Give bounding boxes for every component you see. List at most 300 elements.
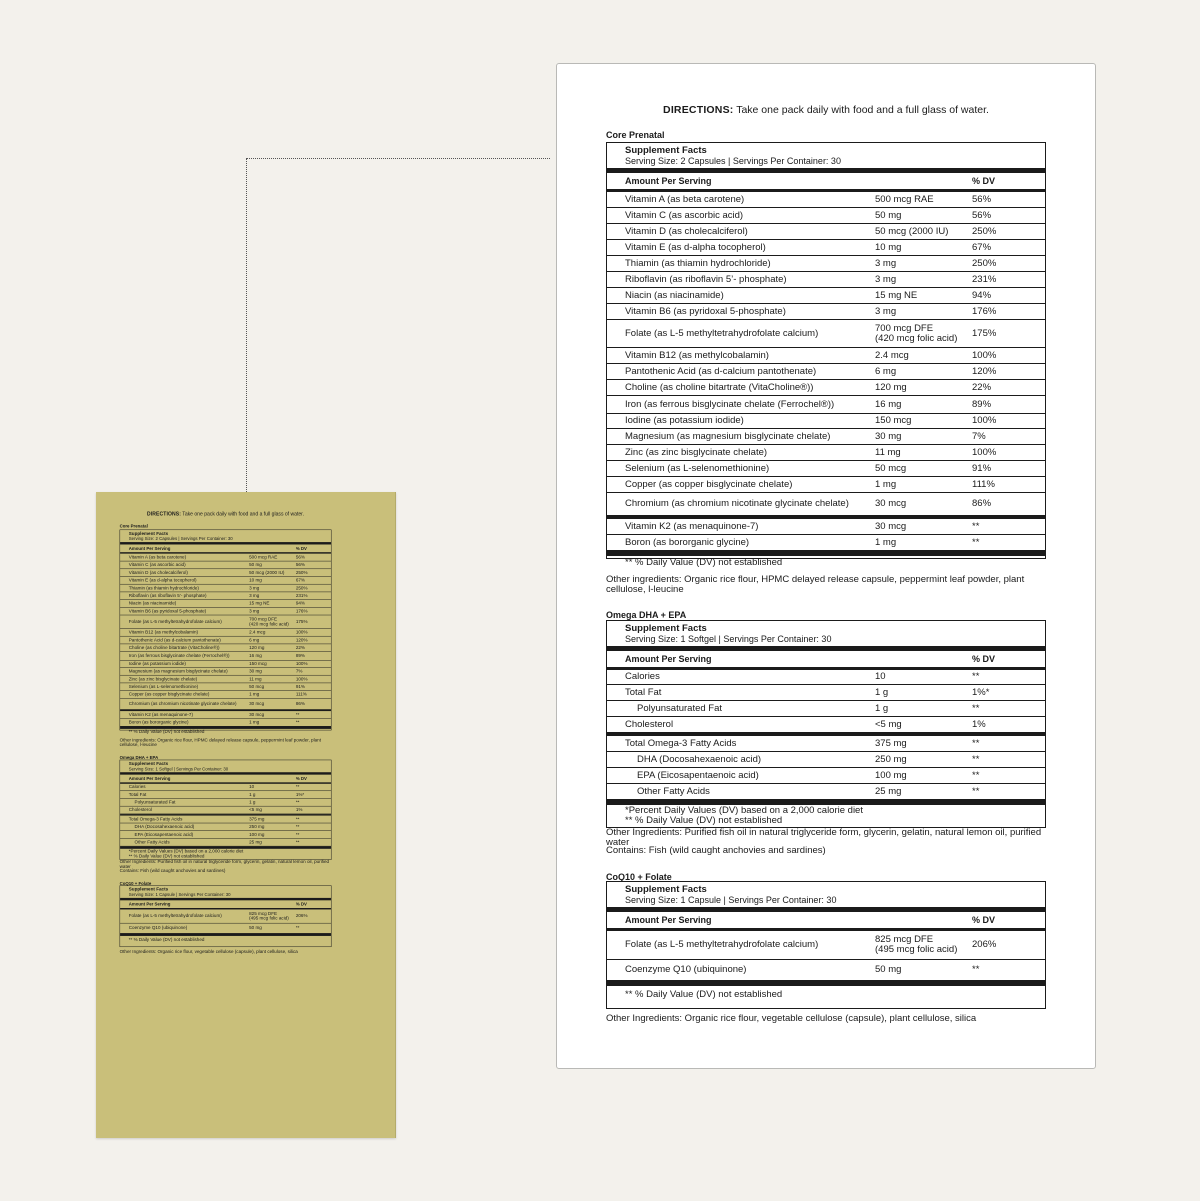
nutrient-name: Coenzyme Q10 (ubiquinone)	[625, 964, 747, 975]
nutrient-name: Copper (as copper bisglycinate chelate)	[128, 691, 210, 697]
nutrient-name: EPA (Eicosapentaenoic acid)	[637, 769, 759, 781]
nutrient-row	[120, 652, 331, 661]
dv-header: % DV	[972, 176, 996, 186]
nutrient-name: Polyunsaturated Fat	[637, 702, 723, 714]
nutrient-amount: 375 mg	[249, 816, 265, 822]
omega-facts-table	[606, 620, 1046, 828]
connector-line-vertical	[246, 158, 247, 492]
nutrient-row	[607, 535, 1045, 551]
core-prenatal-title: Core Prenatal	[606, 130, 665, 140]
nutrient-amount: 3 mg	[249, 608, 260, 614]
nutrient-dv: 175%	[972, 327, 997, 339]
nutrient-dv: **	[295, 711, 300, 718]
nutrient-amount: 250 mg	[875, 753, 907, 765]
omega-facts-table	[120, 760, 332, 860]
amount-header: Amount Per Serving	[625, 654, 712, 664]
dv-header: % DV	[295, 545, 307, 551]
nutrient-dv: 100%	[295, 676, 308, 682]
nutrient-dv: 100%	[972, 415, 997, 426]
nutrient-name: Iodine (as potassium iodide)	[625, 415, 744, 426]
nutrient-name: Copper (as copper bisglycinate chelate)	[625, 478, 793, 490]
nutrient-name: Choline (as choline bitartrate (VitaCholine®))	[625, 381, 814, 393]
nutrient-amount: 3 mg	[875, 273, 897, 285]
nutrient-amount: 1 mg	[249, 719, 260, 725]
nutrient-row	[607, 256, 1045, 272]
nutrient-dv: 89%	[295, 653, 305, 659]
nutrient-name: Iron (as ferrous bisglycinate chelate (Ferrochel®))	[625, 398, 835, 410]
core-prenatal-title: Core Prenatal	[119, 523, 148, 529]
nutrient-amount: 11 mg	[249, 676, 262, 682]
coq10-title: CoQ10 + Folate	[119, 881, 152, 886]
nutrient-amount: 825 mcg DFE (495 mcg folic acid)	[249, 910, 289, 922]
nutrient-row	[120, 799, 331, 807]
nutrient-dv: 1%	[295, 807, 303, 813]
footnote: ** % Daily Value (DV) not established	[128, 729, 205, 735]
nutrient-row	[607, 348, 1045, 364]
nutrient-amount: 30 mcg	[249, 711, 265, 718]
nutrient-row	[607, 240, 1045, 256]
nutrient-dv: 67%	[295, 577, 305, 583]
nutrient-name: Vitamin C (as ascorbic acid)	[625, 209, 744, 221]
nutrient-name: Riboflavin (as riboflavin 5’- phosphate)	[625, 273, 787, 285]
nutrient-row	[607, 736, 1045, 752]
coq10-facts-table	[606, 881, 1046, 1009]
nutrient-dv: 100%	[972, 349, 997, 361]
nutrient-amount: 30 mcg	[249, 700, 265, 707]
nutrient-row	[120, 661, 331, 668]
nutrient-dv: **	[972, 671, 980, 682]
nutrient-amount: 3 mg	[875, 305, 897, 317]
facts-header	[607, 621, 1045, 646]
nutrient-amount: 10 mg	[875, 241, 902, 253]
nutrient-dv: 1%*	[972, 686, 990, 698]
nutrient-amount: 1 g	[249, 799, 256, 805]
facts-title: Supplement Facts	[625, 145, 707, 156]
nutrient-amount: 50 mcg	[249, 683, 265, 690]
nutrient-amount: 700 mcg DFE (420 mcg folic acid)	[875, 322, 958, 344]
nutrient-amount: 15 mg NE	[875, 289, 918, 301]
coq10-other-ingredients: Other Ingredients: Organic rice flour, vegetable cellulose (capsule), plant cellulose, silica	[119, 948, 298, 955]
nutrient-amount: 10	[249, 784, 255, 790]
nutrient-amount: 10 mg	[249, 577, 262, 583]
nutrient-row	[607, 364, 1045, 380]
nutrient-name: Folate (as L-5 methyltetrahydrofolate calcium)	[625, 939, 819, 950]
footnote: ** % Daily Value (DV) not established	[625, 989, 783, 1000]
nutrient-name: Choline (as choline bitartrate (VitaCholine®))	[128, 644, 220, 651]
column-header	[120, 544, 331, 553]
nutrient-row	[120, 806, 331, 814]
nutrient-amount: 1 mg	[875, 536, 897, 548]
nutrient-dv: 7%	[972, 430, 986, 442]
nutrient-name: EPA (Eicosapentaenoic acid)	[134, 831, 194, 837]
nutrient-row	[120, 691, 331, 699]
nutrient-dv: **	[295, 831, 300, 837]
nutrient-row	[120, 909, 331, 923]
nutrient-name: Folate (as L-5 methyltetrahydrofolate calcium)	[128, 913, 222, 919]
nutrient-amount: 1 g	[875, 702, 889, 714]
nutrient-row	[120, 644, 331, 652]
nutrient-row	[120, 839, 331, 847]
nutrient-name: Zinc (as zinc bisglycinate chelate)	[625, 446, 768, 458]
nutrient-amount: 25 mg	[249, 839, 262, 845]
nutrient-dv: 206%	[295, 913, 308, 919]
coq10-title: CoQ10 + Folate	[606, 872, 672, 882]
nutrient-dv: **	[972, 702, 980, 714]
nutrient-name: Thiamin (as thiamin hydrochloride)	[625, 257, 771, 269]
nutrient-dv: 91%	[972, 462, 992, 474]
nutrient-name: Boron (as bororganic glycine)	[625, 536, 750, 548]
nutrient-dv: 100%	[972, 446, 997, 458]
dv-header: % DV	[972, 654, 996, 664]
nutrient-name: Chromium (as chromium nicotinate glycinate chelate)	[625, 498, 849, 509]
nutrient-dv: 250%	[972, 225, 997, 237]
nutrient-row	[607, 414, 1045, 429]
nutrient-row	[607, 429, 1045, 445]
nutrient-row	[607, 717, 1045, 733]
omega-title: Omega DHA + EPA	[119, 754, 159, 760]
nutrient-dv: **	[295, 799, 300, 805]
nutrient-name: Other Fatty Acids	[134, 839, 170, 845]
nutrient-row	[120, 719, 331, 727]
nutrient-dv: 231%	[295, 592, 308, 599]
nutrient-amount: 50 mg	[875, 209, 902, 221]
nutrient-amount: 15 mg NE	[249, 600, 270, 606]
nutrient-amount: 25 mg	[875, 785, 902, 797]
nutrient-row	[120, 711, 331, 719]
nutrient-row	[120, 569, 331, 577]
nutrient-dv: 7%	[295, 668, 303, 674]
nutrient-name: Magnesium (as magnesium bisglycinate chelate)	[128, 668, 228, 674]
nutrient-name: Other Fatty Acids	[637, 785, 710, 797]
nutrient-dv: 56%	[972, 193, 992, 205]
nutrient-amount: 150 mcg	[249, 661, 267, 667]
directions-label: DIRECTIONS:	[147, 511, 181, 518]
nutrient-name: Vitamin K2 (as menaquinone-7)	[625, 520, 759, 532]
nutrient-dv: 86%	[295, 700, 305, 707]
nutrient-amount: 3 mg	[249, 585, 260, 591]
nutrient-row	[120, 608, 331, 616]
nutrient-row	[607, 396, 1045, 414]
nutrient-dv: 175%	[295, 618, 308, 625]
nutrient-row	[607, 208, 1045, 224]
nutrient-name: Total Omega-3 Fatty Acids	[625, 737, 737, 749]
nutrient-amount: 1 g	[249, 791, 256, 798]
nutrient-row	[120, 791, 331, 799]
nutrient-row	[120, 561, 331, 569]
serving-size: Serving Size: 1 Softgel | Servings Per Container: 30	[625, 634, 832, 644]
nutrient-row	[607, 493, 1045, 516]
nutrient-amount: 250 mg	[249, 823, 265, 830]
nutrient-row	[607, 960, 1045, 981]
nutrient-row	[120, 683, 331, 691]
nutrient-name: Vitamin D (as cholecalciferol)	[128, 569, 188, 576]
nutrient-dv: 22%	[295, 644, 305, 651]
nutrient-dv: **	[972, 785, 980, 797]
nutrient-row	[120, 554, 331, 562]
nutrient-name: Total Fat	[128, 791, 147, 798]
nutrient-dv: **	[972, 769, 980, 781]
serving-size: Serving Size: 2 Capsules | Servings Per Container: 30	[128, 536, 233, 542]
nutrient-row	[607, 768, 1045, 784]
nutrient-amount: 500 mcg RAE	[875, 193, 934, 205]
nutrient-name: Pantothenic Acid (as d-calcium pantothenate)	[128, 637, 221, 643]
nutrient-name: Polyunsaturated Fat	[134, 799, 176, 805]
nutrient-row	[607, 288, 1045, 304]
core-other-ingredients: Other ingredients: Organic rice flour, HPMC delayed release capsule, peppermint leaf powder, plant cellulose, l-leucine	[606, 574, 1025, 595]
nutrient-name: Vitamin K2 (as menaquinone-7)	[128, 711, 193, 718]
nutrient-dv: 94%	[972, 289, 992, 301]
coq10-other-ingredients: Other Ingredients: Organic rice flour, vegetable cellulose (capsule), plant cellulose, silica	[606, 1013, 977, 1024]
nutrient-name: Calories	[625, 671, 660, 682]
nutrient-row	[607, 224, 1045, 240]
nutrient-dv: 176%	[295, 608, 308, 614]
nutrient-dv: 231%	[972, 273, 997, 285]
serving-size: Serving Size: 1 Capsule | Servings Per Container: 30	[128, 892, 231, 897]
nutrient-name: Niacin (as niacinamide)	[128, 600, 177, 606]
nutrient-dv: 250%	[972, 257, 997, 269]
nutrient-row	[607, 445, 1045, 461]
nutrient-row	[607, 477, 1045, 493]
nutrient-row	[607, 931, 1045, 960]
serving-size: Serving Size: 1 Softgel | Servings Per Container: 30	[128, 766, 229, 772]
nutrient-row	[607, 304, 1045, 320]
footnote-percent-dv: *Percent Daily Values (DV) based on a 2,000 calorie diet	[625, 805, 863, 816]
nutrient-amount: 30 mcg	[875, 498, 907, 509]
nutrient-dv: 86%	[972, 498, 992, 509]
nutrient-dv: 1%*	[295, 791, 305, 798]
nutrient-row	[607, 519, 1045, 535]
nutrient-dv: **	[295, 784, 300, 790]
core-prenatal-facts-table	[120, 530, 332, 735]
nutrient-row	[607, 320, 1045, 348]
nutrient-amount: 1 g	[875, 686, 889, 698]
dv-header: % DV	[295, 776, 307, 781]
nutrient-amount: 30 mcg	[875, 520, 907, 532]
omega-contains: Contains: Fish (wild caught anchovies and sardines)	[119, 868, 226, 874]
facts-header	[120, 886, 331, 898]
nutrient-row	[607, 670, 1045, 685]
nutrient-dv: 1%	[972, 718, 986, 730]
dv-header: % DV	[972, 915, 996, 925]
nutrient-amount: 11 mg	[875, 446, 901, 458]
nutrient-row	[607, 192, 1045, 208]
facts-header	[120, 760, 331, 772]
facts-title: Supplement Facts	[625, 623, 707, 634]
nutrient-dv: **	[295, 925, 300, 931]
nutrient-name: Vitamin E (as d-alpha tocopherol)	[128, 577, 197, 583]
nutrient-row	[120, 923, 331, 933]
column-header	[607, 173, 1045, 192]
nutrient-name: Iron (as ferrous bisglycinate chelate (Ferrochel®))	[128, 653, 230, 659]
column-header	[607, 912, 1045, 931]
nutrient-amount: 50 mg	[875, 964, 902, 975]
nutrient-row	[607, 784, 1045, 800]
nutrient-name: Folate (as L-5 methyltetrahydrofolate calcium)	[625, 327, 819, 339]
nutrient-dv: 56%	[295, 554, 305, 560]
nutrient-amount: 120 mg	[875, 381, 907, 393]
nutrient-name: Chromium (as chromium nicotinate glycinate chelate)	[128, 700, 237, 707]
omega-other-ingredients: Other Ingredients: Purified fish oil in natural triglyceride form, glycerin, gelatin, natural lemon oil, purified water	[119, 859, 330, 870]
nutrient-name: Cholesterol	[128, 807, 152, 813]
nutrient-row	[120, 823, 331, 831]
nutrient-name: Iodine (as potassium iodide)	[128, 661, 186, 667]
dv-header: % DV	[295, 901, 307, 907]
nutrient-dv: 56%	[295, 562, 305, 568]
nutrient-amount: 700 mcg DFE (420 mcg folic acid)	[249, 616, 289, 627]
nutrient-dv: 56%	[972, 209, 992, 221]
nutrient-amount: <5 mg	[249, 807, 262, 813]
facts-title: Supplement Facts	[128, 761, 169, 767]
facts-header	[607, 143, 1045, 168]
nutrient-amount: 30 mg	[875, 430, 902, 442]
amount-header: Amount Per Serving	[128, 776, 171, 781]
nutrient-dv: 91%	[295, 683, 305, 690]
omega-other-ingredients: Other Ingredients: Purified fish oil in natural triglyceride form, glycerin, gelatin, natural lemon oil, purified water	[606, 827, 1042, 848]
nutrient-row	[607, 701, 1045, 717]
directions-label: DIRECTIONS:	[663, 104, 734, 116]
serving-size: Serving Size: 2 Capsules | Servings Per Container: 30	[625, 156, 841, 166]
nutrient-amount: 6 mg	[875, 365, 897, 377]
nutrient-dv: **	[295, 816, 300, 822]
footnote: ** % Daily Value (DV) not established	[128, 937, 205, 943]
nutrient-amount: 10	[875, 671, 886, 682]
facts-header	[120, 530, 331, 542]
directions	[606, 104, 1046, 116]
nutrient-name: Zinc (as zinc bisglycinate chelate)	[128, 676, 198, 682]
nutrient-row	[120, 636, 331, 644]
nutrient-row	[120, 615, 331, 628]
nutrient-row	[120, 784, 331, 791]
nutrient-dv: 100%	[295, 661, 308, 667]
amount-header: Amount Per Serving	[128, 545, 171, 551]
nutrient-name: Vitamin C (as ascorbic acid)	[128, 562, 186, 568]
nutrient-name: Vitamin A (as beta carotene)	[128, 554, 187, 560]
nutrient-name: DHA (Docosahexaenoic acid)	[134, 823, 195, 830]
nutrient-dv: 120%	[972, 365, 997, 377]
footnote: ** % Daily Value (DV) not established	[625, 815, 783, 826]
nutrient-row	[607, 272, 1045, 288]
connector-line-horizontal	[247, 158, 550, 159]
nutrient-name: Selenium (as L-selenomethionine)	[128, 683, 199, 690]
nutrient-name: Folate (as L-5 methyltetrahydrofolate calcium)	[128, 618, 222, 625]
facts-header	[607, 882, 1045, 907]
footnote: ** % Daily Value (DV) not established	[128, 853, 205, 859]
nutrient-dv: 176%	[972, 305, 997, 317]
coq10-facts-table	[120, 885, 332, 947]
nutrient-name: Vitamin B6 (as pyridoxal 5-phosphate)	[128, 608, 207, 614]
omega-title: Omega DHA + EPA	[606, 610, 687, 620]
nutrient-amount: 100 mg	[875, 769, 907, 781]
nutrient-dv: **	[295, 719, 300, 725]
nutrient-row	[607, 685, 1045, 701]
nutrient-row	[607, 461, 1045, 477]
nutrient-amount: 1 mg	[249, 691, 260, 697]
footnote: ** % Daily Value (DV) not established	[625, 557, 783, 568]
nutrient-row	[120, 600, 331, 608]
directions-text: Take one pack daily with food and a full glass of water.	[733, 104, 989, 116]
nutrient-row	[120, 577, 331, 585]
nutrient-dv: 100%	[295, 629, 308, 635]
column-header	[607, 651, 1045, 670]
nutrient-dv: **	[972, 737, 980, 749]
nutrient-amount: 16 mg	[249, 653, 262, 659]
nutrient-row	[120, 816, 331, 824]
directions	[120, 511, 332, 517]
nutrient-dv: 250%	[295, 585, 308, 591]
nutrient-name: Vitamin B6 (as pyridoxal 5-phosphate)	[625, 305, 786, 317]
column-header	[120, 775, 331, 784]
amount-header: Amount Per Serving	[625, 176, 712, 186]
nutrient-dv: **	[295, 839, 300, 845]
nutrient-row	[607, 752, 1045, 768]
facts-title: Supplement Facts	[625, 884, 707, 895]
nutrient-dv: 67%	[972, 241, 992, 253]
nutrient-amount: <5 mg	[875, 718, 902, 730]
nutrient-amount: 2.4 mcg	[249, 629, 266, 635]
nutrient-name: Niacin (as niacinamide)	[625, 289, 724, 301]
nutrient-dv: 120%	[295, 637, 308, 643]
footnote-percent-dv: *Percent Daily Values (DV) based on a 2,000 calorie diet	[128, 848, 244, 855]
nutrient-name: Vitamin A (as beta carotene)	[625, 193, 745, 205]
nutrient-name: Pantothenic Acid (as d-calcium pantothenate)	[625, 365, 817, 377]
nutrient-name: Vitamin D (as cholecalciferol)	[625, 225, 748, 237]
nutrient-dv: 206%	[972, 939, 997, 950]
nutrient-name: Cholesterol	[625, 718, 674, 730]
nutrient-amount: 150 mcg	[875, 415, 912, 426]
nutrient-dv: 89%	[972, 398, 992, 410]
label-zoom-panel	[556, 63, 1096, 1069]
nutrient-row	[120, 668, 331, 676]
nutrient-name: Total Omega-3 Fatty Acids	[128, 816, 183, 822]
nutrient-dv: **	[295, 823, 300, 830]
nutrient-amount: 50 mg	[249, 925, 262, 931]
core-other-ingredients: Other ingredients: Organic rice flour, HPMC delayed release capsule, peppermint leaf powder, plant cellulose, l-leucine	[119, 737, 321, 748]
amount-header: Amount Per Serving	[625, 915, 712, 925]
nutrient-dv: 111%	[972, 478, 995, 490]
nutrient-amount: 3 mg	[249, 592, 260, 599]
nutrient-amount: 50 mcg (2000 IU)	[875, 225, 949, 237]
nutrient-row	[120, 699, 331, 710]
nutrient-dv: **	[972, 964, 980, 975]
nutrient-amount: 2.4 mcg	[875, 349, 909, 361]
nutrient-amount: 50 mcg	[875, 462, 907, 474]
facts-title: Supplement Facts	[128, 886, 169, 893]
nutrient-amount: 16 mg	[875, 398, 902, 410]
core-prenatal-facts-table	[606, 142, 1046, 568]
nutrient-amount: 3 mg	[875, 257, 897, 269]
nutrient-amount: 375 mg	[875, 737, 907, 749]
serving-size: Serving Size: 1 Capsule | Servings Per Container: 30	[625, 895, 837, 905]
nutrient-dv: 22%	[972, 381, 992, 393]
nutrient-dv: **	[972, 753, 980, 765]
nutrient-name: Riboflavin (as riboflavin 5’- phosphate)	[128, 592, 207, 599]
nutrient-name: DHA (Docosahexaenoic acid)	[637, 753, 762, 765]
nutrient-row	[120, 592, 331, 600]
nutrient-dv: 94%	[295, 600, 305, 606]
nutrient-dv: 250%	[295, 569, 308, 576]
nutrient-name: Selenium (as L-selenomethionine)	[625, 462, 770, 474]
nutrient-row	[607, 380, 1045, 396]
label-thumbnail[interactable]	[96, 492, 396, 1138]
nutrient-name: Total Fat	[625, 686, 662, 698]
omega-contains: Contains: Fish (wild caught anchovies and sardines)	[606, 845, 826, 856]
nutrient-name: Thiamin (as thiamin hydrochloride)	[128, 585, 199, 591]
nutrient-dv: **	[972, 520, 980, 532]
nutrient-row	[120, 831, 331, 839]
nutrient-name: Vitamin E (as d-alpha tocopherol)	[625, 241, 766, 253]
nutrient-dv: **	[972, 536, 980, 548]
nutrient-amount: 825 mcg DFE (495 mcg folic acid)	[875, 934, 958, 955]
